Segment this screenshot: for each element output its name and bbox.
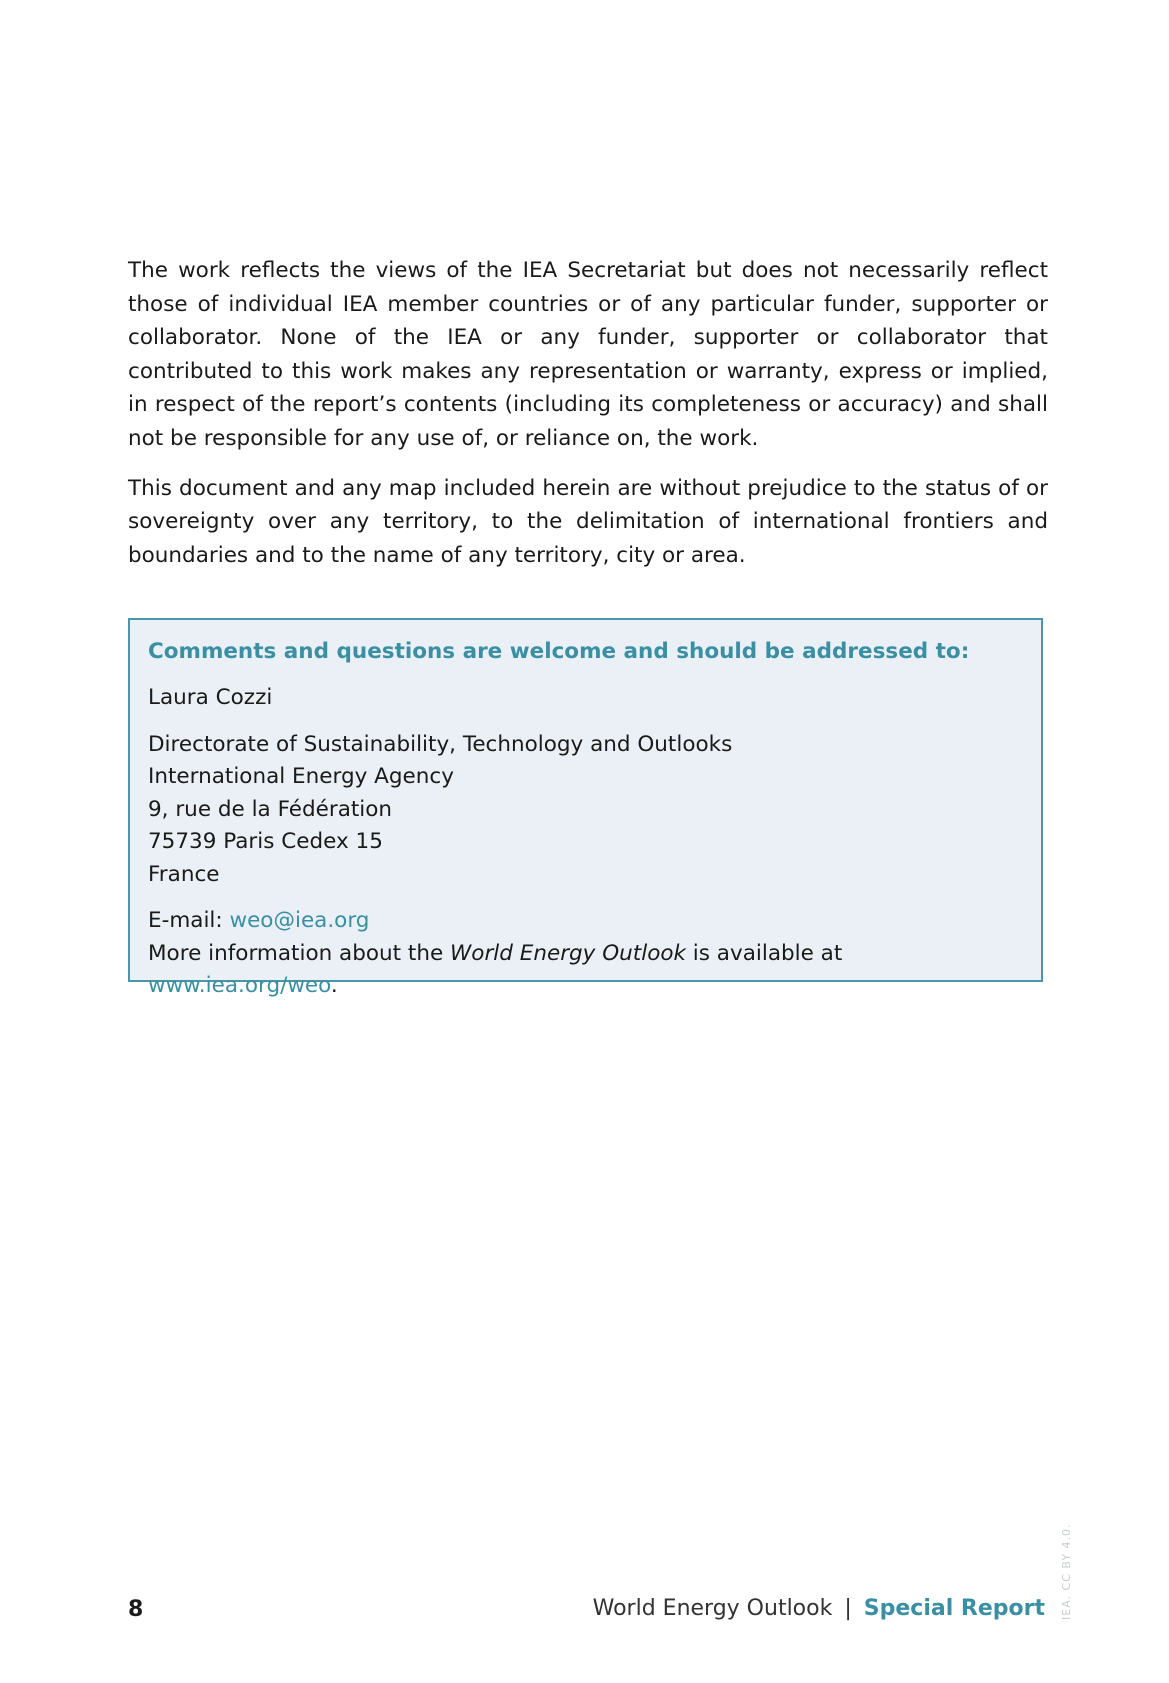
more-info-suffix: . — [330, 973, 338, 998]
email-line — [148, 905, 1023, 938]
contact-heading: Comments and questions are welcome and should be addressed to: — [148, 639, 970, 664]
license-watermark: IEA. CC BY 4.0. — [1060, 1523, 1073, 1620]
footer-separator: | — [844, 1596, 852, 1621]
spacer — [148, 891, 1023, 905]
more-info-line — [148, 938, 1023, 1003]
disclaimer-text — [128, 254, 1048, 588]
footer-publication: World Energy Outlook — [592, 1596, 833, 1621]
address-line-5: France — [148, 861, 220, 887]
footer-report-type: Special Report — [863, 1596, 1045, 1621]
more-info-title: World Energy Outlook — [450, 940, 686, 966]
weo-website-link[interactable]: www.iea.org/weo — [148, 973, 331, 998]
page-number: 8 — [128, 1597, 144, 1622]
more-info-prefix: More information about the — [148, 940, 451, 966]
email-label: E-mail: — [148, 908, 230, 933]
more-info-middle: is available at — [685, 940, 843, 966]
contact-name: Laura Cozzi — [148, 685, 273, 710]
address-line-3: 9, rue de la Fédération — [148, 796, 393, 822]
spacer — [148, 715, 1023, 729]
address-line-4: 75739 Paris Cedex 15 — [148, 829, 383, 854]
footer-title — [593, 1596, 1045, 1621]
email-link[interactable]: weo@iea.org — [229, 908, 370, 933]
disclaimer-paragraph-2: This document and any map included herein are without prejudice to the status of or sovereignty over any territory, to the delimitation of international frontiers and boundaries and to the name of any territory, city or area. — [128, 475, 1048, 568]
contact-box — [128, 618, 1043, 998]
disclaimer-paragraph-1: The work reflects the views of the IEA Secretariat but does not necessarily reflect those of individual IEA member countries or of any particular funder, supporter or collaborator. None of the IEA or any funder, supporter or collaborator that contributed to this work makes any representation or warranty, express or implied, in respect of the report’s contents (including its completeness or accuracy) and shall not be responsible for any use of, or reliance on, the work. — [128, 258, 1048, 451]
address-line-2: International Energy Agency — [148, 764, 454, 789]
address-line-1: Directorate of Sustainability, Technology and Outlooks — [148, 731, 733, 757]
